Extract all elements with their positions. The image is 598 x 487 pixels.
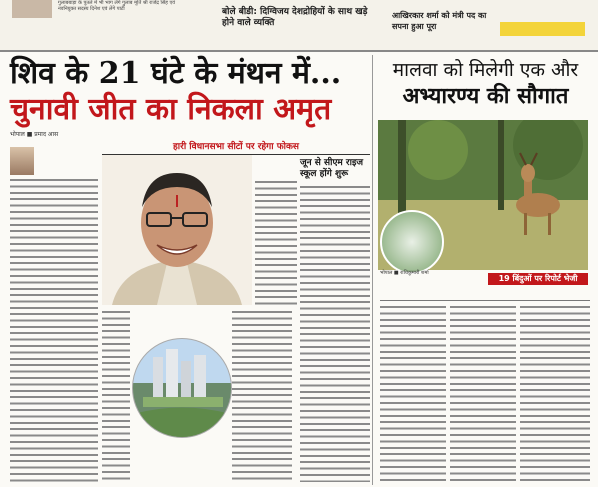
right-body-column-1 [380,305,446,483]
divider [380,300,590,301]
thumbnail-photo [12,0,52,18]
divider [0,50,598,52]
inset-photo [380,210,444,274]
building-photo [132,338,232,438]
top-strip [0,0,598,51]
body-column-3 [232,310,292,482]
byline: भोपाल ■ प्रमाद आस [10,131,59,138]
yellow-box [500,22,585,36]
leader-photo [102,155,252,305]
body-column-1 [10,178,98,310]
red-label: 19 बिंदुओं पर रिपोर्ट भेजी [488,273,588,285]
body-column-3a [255,180,297,305]
subhead: हारी विधानसभा सीटों पर रहेगा फोकस [102,140,370,155]
right-byline: भोपाल ■ राधिकुमारी शर्मा [380,270,429,276]
right-body-column-2 [450,305,516,483]
body-column-1b [10,312,98,482]
strip-story-2: आखिरकार शर्मा को मंत्री पद का सपना हुआ पूरा [392,11,487,31]
right-body-column-3 [520,305,590,483]
main-headline [10,56,370,128]
right-headline-line-2: अभ्यारण्य की सौगात [402,83,569,109]
right-headline-line-1: मालवा को मिलेगी एक और [392,59,579,81]
column-divider [372,55,373,485]
strip-story-1: बोले बीडी: दिग्विजय देशद्रोहियों के साथ खड़े होने वाले व्यक्ति [222,7,368,28]
reporter-photo [10,147,34,175]
body-column-2 [102,310,130,482]
main-headline-line-2: चुनावी जीत का निकला अमृत [10,92,332,127]
right-headline [378,58,593,110]
kicker-headline: जून से सीएम राइज स्कूल होंगे शुरू [300,158,364,179]
main-headline-line-1: शिव के 21 घंटे के मंथन में... [10,56,342,91]
strip-text-left: गुलाबबाड़ा के पुतले में भी भाग लेंगे गुलाब मूर्ति श्री राजेंद्र सिंह एवं नवनियुक्त सदस्य दिनेश एवं लेंगे पार्टी [58,0,176,12]
body-column-4 [300,185,370,482]
